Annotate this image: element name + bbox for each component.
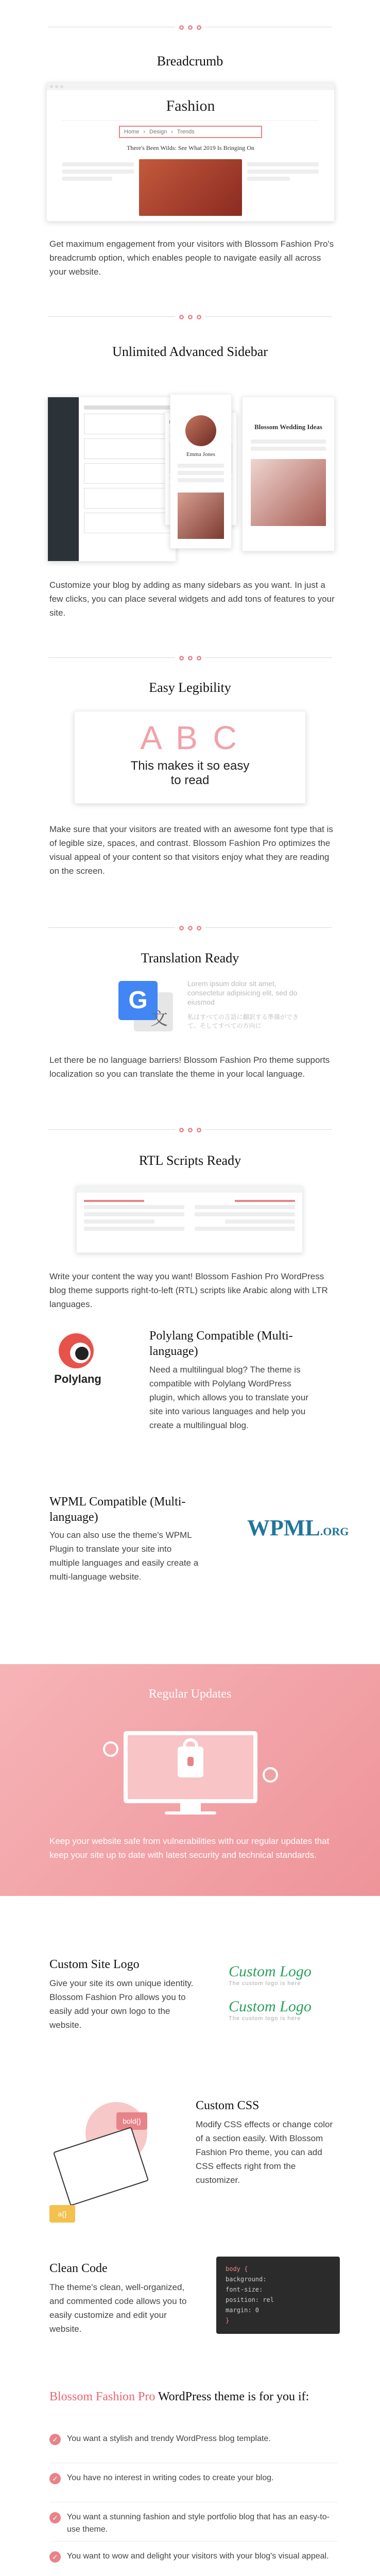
flower-icon [187, 1127, 194, 1133]
logo-desc: Give your site its own unique identity. Blossom Fashion Pro allows you to easily add your own logo to the website. [49, 1978, 194, 2030]
flower-icon [196, 1127, 202, 1133]
translation-lorem: Lorem ipsum dolor sit amet, consectetur adipisicing elit, sed do eiusmod [187, 979, 298, 1006]
wpml-desc: You can also use the theme's WPML Plugin to translate your site into multiple languages and easily create a multi-language website. [49, 1530, 199, 1582]
updates-desc: Keep your website safe from vulnerabilities with our regular updates that keep your site up to date with latest security and technical standards. [49, 1836, 330, 1860]
check-icon: ✓ [49, 2473, 61, 2484]
code-desc: The theme's clean, well-organized, and commented code allows you to easily customize and edit your website. [49, 2282, 187, 2334]
section-divider [0, 309, 380, 325]
css-desc: Modify CSS effects or change color of a section easily. With Blossom Fashion Pro theme, you can add CSS effects right from the customizer. [196, 2120, 333, 2185]
crumb-trends: Trends [177, 129, 195, 135]
flower-icon [178, 314, 185, 320]
mock-photo [139, 159, 242, 216]
updates-title: Regular Updates [148, 1687, 232, 1701]
breadcrumb-desc: Get maximum engagement from your visitors with Blossom Fashion Pro's breadcrumb option, which enables people to navigate easily all across your website. [49, 239, 334, 277]
flower-icon [187, 655, 194, 662]
flower-icon [196, 24, 202, 31]
code-snippet: body { background: font-size: position: rel margin: 0 } [216, 2257, 340, 2334]
legibility-caption: This makes it so easy to read [130, 759, 250, 787]
updates-monitor-illustration [103, 1721, 278, 1819]
translation-title: Translation Ready [141, 951, 239, 965]
section-divider [0, 920, 380, 936]
logo-sample-2-sub: The custom logo is here [229, 2015, 301, 2022]
logo-title: Custom Site Logo [49, 1958, 140, 1971]
polylang-logo [49, 1333, 106, 1390]
flower-icon [178, 1127, 185, 1133]
updates-banner [0, 1664, 380, 1896]
crumb-design: Design [149, 129, 167, 135]
list-item: ✓ You want a stylish and trendy WordPress blog template. [49, 2433, 338, 2445]
rtl-title: RTL Scripts Ready [139, 1153, 241, 1168]
legibility-letters: A B C [140, 719, 240, 756]
logo-sample-1-sub: The custom logo is here [229, 1980, 301, 1987]
wpml-logo: WPML.ORG [247, 1515, 349, 1540]
mock-breadcrumb: Home › Design › Trends [119, 126, 262, 138]
check-icon: ✓ [49, 2434, 61, 2445]
section-divider [0, 20, 380, 35]
google-translate-icon: G 文 [118, 981, 175, 1038]
flower-icon [187, 925, 194, 931]
polylang-logo-text: Polylang [54, 1372, 101, 1385]
mock-author-name: Emma Jones [186, 451, 215, 457]
fit-title-rest: WordPress theme is for you if: [155, 2390, 309, 2403]
flower-icon [196, 925, 202, 931]
list-item: ✓ You want to wow and delight your visitors with your blog's visual appeal. [49, 2550, 338, 2563]
legibility-title: Easy Legibility [149, 680, 231, 695]
mock-site-title: Fashion [166, 97, 215, 114]
flower-icon [178, 925, 185, 931]
list-item: ✓ You want a stunning fashion and style portfolio blog that has an easy-to-use theme. [49, 2511, 338, 2536]
translation-desc: Let there be no language barriers! Blossom Fashion Pro theme supports localization so you can translate the theme in your local language. [49, 1055, 330, 1079]
css-tag-a: a{} [49, 2205, 75, 2223]
wpml-title: WPML Compatible (Multi-language) [49, 1495, 186, 1524]
css-tag-bold: bold{} [116, 2112, 147, 2130]
fit-title-brand: Blossom Fashion Pro [49, 2390, 156, 2403]
section-divider [0, 650, 380, 666]
polylang-desc: Need a multilingual blog? The theme is compatible with Polylang WordPress plugin, which allows you to translate your site into various languages and help you create a multilingual blog. [149, 1365, 308, 1430]
avatar [185, 415, 216, 446]
flower-icon [196, 314, 202, 320]
rtl-mock [76, 1186, 303, 1253]
fit-title [49, 2388, 338, 2405]
list-item: ✓ You have no interest in writing codes to create your blog. [49, 2472, 338, 2484]
crumb-home: Home [124, 129, 140, 135]
legibility-desc: Make sure that your visitors are treated with an awesome font type that is of legible size, spaces, and contrast. Blossom Fashion Pro optimizes the visual appeal of your content so that visitors enjoy what they are reading on the screen. [49, 824, 333, 876]
check-icon: ✓ [49, 2512, 61, 2523]
flower-icon [187, 24, 194, 31]
flower-icon [187, 314, 194, 320]
logo-samples [229, 1963, 342, 2022]
widget-panel-screenshot [47, 397, 176, 562]
rtl-desc: Write your content the way you want! Blossom Fashion Pro WordPress blog theme supports right-to-left (RTL) scripts like Arabic along with LTR languages. [49, 1272, 328, 1309]
translation-japanese: 私はすべての言語に翻訳する準備ができて、そしてすべての方向に [187, 1013, 299, 1029]
author-card-mock [170, 394, 232, 549]
mock-heading: Blossom Wedding Ideas [254, 423, 322, 431]
flower-icon [178, 655, 185, 662]
mock-post-title: There's Been Wilds: See What 2019 Is Bringing On [127, 144, 254, 151]
flower-icon [196, 655, 202, 662]
section-divider [0, 1122, 380, 1138]
gear-icon [263, 1767, 278, 1783]
breadcrumb-screenshot [46, 82, 335, 222]
wedding-post-mock [242, 397, 335, 551]
breadcrumb-title: Breadcrumb [157, 54, 223, 69]
legibility-mock [74, 711, 306, 804]
gear-icon [103, 1741, 118, 1757]
css-illustration [49, 2102, 168, 2231]
logo-sample-1: Custom Logo [229, 1963, 312, 1980]
check-icon: ✓ [49, 2551, 61, 2563]
code-title: Clean Code [49, 2262, 108, 2275]
flower-icon [178, 24, 185, 31]
css-title: Custom CSS [196, 2099, 260, 2112]
sidebar-desc: Customize your blog by adding as many sidebars as you want. In just a few clicks, you can place several widgets and add tons of features to your site. [49, 580, 335, 618]
polylang-title: Polylang Compatible (Multi-language) [149, 1329, 293, 1358]
logo-sample-2: Custom Logo [229, 1998, 312, 2015]
sidebar-title: Unlimited Advanced Sidebar [112, 344, 268, 359]
